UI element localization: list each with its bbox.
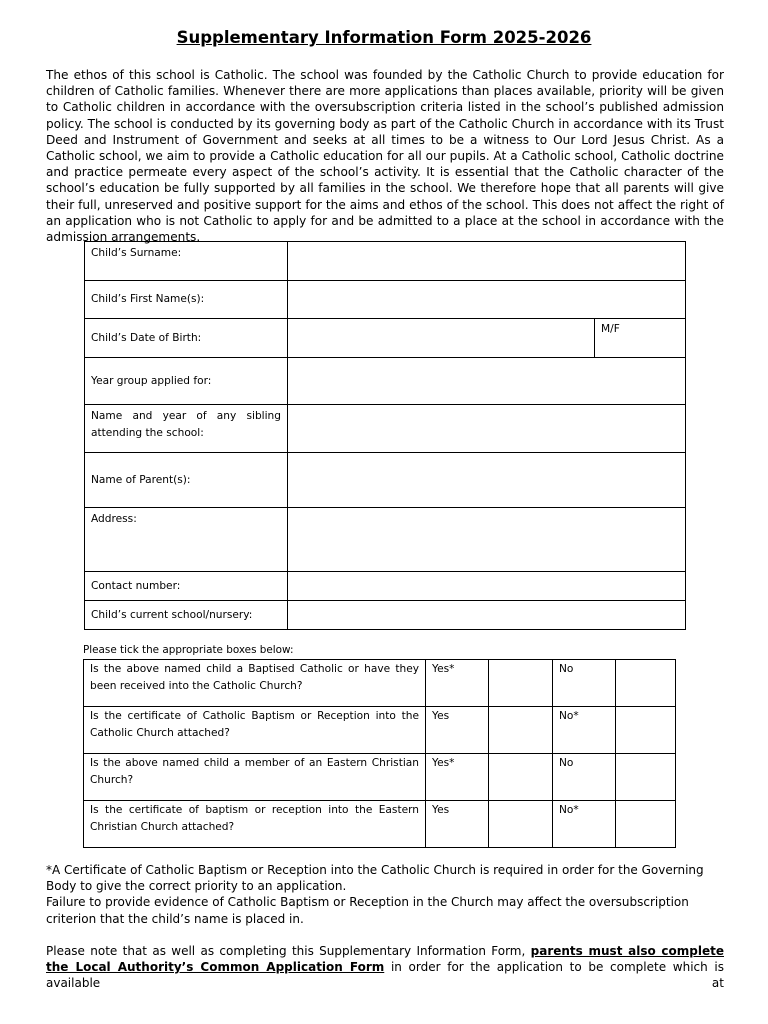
current-school-label: Child’s current school/nursery: (85, 601, 288, 630)
parents-label: Name of Parent(s): (85, 453, 288, 508)
no-label: No (553, 660, 616, 707)
year-group-label: Year group applied for: (85, 358, 288, 405)
sibling-field[interactable] (288, 405, 686, 453)
parents-field[interactable] (288, 453, 686, 508)
no-checkbox[interactable] (616, 707, 676, 754)
contact-label: Contact number: (85, 572, 288, 601)
yes-checkbox[interactable] (489, 754, 553, 801)
no-label: No (553, 754, 616, 801)
question-text: Is the certificate of Catholic Baptism or Reception into the Catholic Church attached? (84, 707, 426, 754)
yes-label: Yes* (426, 754, 489, 801)
yes-checkbox[interactable] (489, 801, 553, 848)
dob-field[interactable] (288, 319, 594, 357)
yes-label: Yes* (426, 660, 489, 707)
first-names-label: Child’s First Name(s): (85, 281, 288, 319)
current-school-field[interactable] (288, 601, 686, 630)
no-label: No* (553, 801, 616, 848)
question-text: Is the above named child a Baptised Catholic or have they been received into the Catholic Church? (84, 660, 426, 707)
yes-checkbox[interactable] (489, 660, 553, 707)
tick-instruction: Please tick the appropriate boxes below: (83, 644, 294, 656)
address-field[interactable] (288, 508, 686, 572)
religion-tick-table (83, 659, 676, 848)
note-certificate: *A Certificate of Catholic Baptism or Reception into the Catholic Church is required in order for the Governing Body to give the correct priority to an application. (46, 863, 704, 894)
question-text: Is the above named child a member of an Eastern Christian Church? (84, 754, 426, 801)
yes-label: Yes (426, 707, 489, 754)
note-failure: Failure to provide evidence of Catholic Baptism or Reception in the Church may affect the oversubscription criterion that the child’s name is placed in. (46, 895, 689, 926)
yes-label: Yes (426, 801, 489, 848)
form-title: Supplementary Information Form 2025-2026 (176, 28, 592, 47)
contact-field[interactable] (288, 572, 686, 601)
surname-label: Child’s Surname: (85, 242, 288, 281)
year-group-field[interactable] (288, 358, 686, 405)
first-names-field[interactable] (288, 281, 686, 319)
no-checkbox[interactable] (616, 660, 676, 707)
child-details-table (84, 241, 686, 630)
question-text: Is the certificate of baptism or reception into the Eastern Christian Church attached? (84, 801, 426, 848)
yes-checkbox[interactable] (489, 707, 553, 754)
footer-note (46, 943, 724, 992)
intro-paragraph: The ethos of this school is Catholic. The school was founded by the Catholic Church to provide education for children of Catholic families. Whenever there are more applications than places available, priority will be given to Catholic children in accordance with the oversubscription criteria listed in the school’s published admission policy. The school is conducted by its governing body as part of the Catholic Church in accordance with its Trust Deed and Instrument of Government and seeks at all times to be a witness to Our Lord Jesus Christ. As a Catholic school, we aim to provide a Catholic education for all our pupils. At a Catholic school, Catholic doctrine and practice permeate every aspect of the school’s activity. It is essential that the Catholic character of the school’s education be fully supported by all families in the school. We therefore hope that all parents will give their full, unreserved and positive support for the aims and ethos of the school. This does not affect the right of an application who is not Catholic to apply for and be admitted to a place at the school in accordance with the admission arrangements. (46, 68, 724, 245)
footer-bold-text: parents must also complete the Local Authority’s Common Application Form (46, 944, 724, 975)
gender-field[interactable]: M/F (594, 319, 685, 357)
baptism-notes (46, 862, 724, 927)
no-checkbox[interactable] (616, 754, 676, 801)
no-label: No* (553, 707, 616, 754)
dob-label: Child’s Date of Birth: (85, 319, 288, 358)
sibling-label: Name and year of any sibling attending the school: (85, 405, 288, 453)
surname-field[interactable] (288, 242, 686, 281)
address-label: Address: (85, 508, 288, 572)
footer-text-1: Please note that as well as completing this Supplementary Information Form, (46, 944, 526, 958)
no-checkbox[interactable] (616, 801, 676, 848)
footer-text-2: in order for the application to be complete which is available at (46, 960, 724, 991)
